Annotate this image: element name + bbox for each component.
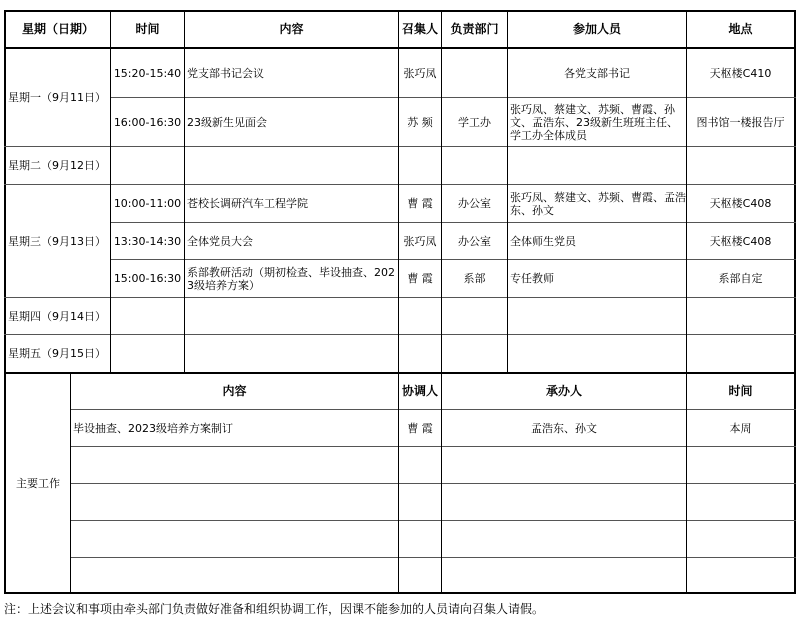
day-friday: 星期五（9月15日） (8, 347, 106, 360)
row-content: 系部教研活动（期初检查、毕设抽查、2023级培养方案） (187, 265, 395, 292)
row-time: 15:20-15:40 (113, 66, 182, 80)
row-convener: 曹 霞 (407, 272, 433, 285)
row-convener: 张巧凤 (403, 234, 437, 248)
row-location: 系部自定 (718, 272, 763, 285)
row-location: 天枢楼C408 (709, 197, 772, 210)
header-location: 地点 (728, 22, 753, 36)
day-thursday: 星期四（9月14日） (8, 309, 106, 323)
row-dept: 办公室 (458, 234, 491, 248)
main-work-header-coordinator: 协调人 (401, 384, 438, 398)
row-time: 10:00-11:00 (113, 197, 182, 210)
footnote: 注：上述会议和事项由牵头部门负责做好准备和组织协调工作，因课不能参加的人员请向召集人请假。 (4, 602, 545, 616)
main-work-header-handler: 承办人 (545, 384, 582, 398)
row-participants: 专任教师 (510, 272, 554, 285)
row-convener: 苏 频 (407, 115, 433, 129)
day-monday: 星期一（9月11日） (8, 91, 106, 104)
row-convener: 曹 霞 (407, 197, 433, 210)
row-dept (442, 49, 507, 97)
row-content: 全体党员大会 (187, 234, 253, 248)
row-content: 苍校长调研汽车工程学院 (187, 197, 308, 210)
row-participants: 张巧凤、蔡建文、苏频、曹霞、孟浩东、孙文 (510, 190, 686, 217)
main-work-header-content: 内容 (222, 384, 247, 398)
row-dept: 系部 (463, 272, 486, 285)
row-location: 天枢楼C410 (709, 66, 772, 80)
header-convener: 召集人 (401, 22, 438, 36)
row-time: 13:30-14:30 (113, 234, 182, 248)
header-content: 内容 (279, 22, 304, 36)
row-content: 党支部书记会议 (187, 66, 264, 80)
row-location: 图书馆一楼报告厅 (696, 115, 785, 129)
row-location: 天枢楼C408 (709, 234, 772, 248)
row-time: 15:00-16:30 (113, 272, 182, 285)
row-participants: 张巧凤、蔡建文、苏频、曹霞、孙文、孟浩东、23级新生班班主任、学工办全体成员 (510, 102, 678, 142)
row-content: 23级新生见面会 (187, 115, 267, 129)
header-dept: 负责部门 (450, 22, 499, 36)
day-wednesday: 星期三（9月13日） (8, 234, 106, 248)
main-work-header-time: 时间 (728, 384, 753, 398)
day-tuesday: 星期二（9月12日） (8, 159, 106, 172)
header-participants: 参加人员 (572, 22, 621, 36)
main-work-content: 毕设抽查、2023级培养方案制订 (73, 421, 233, 435)
main-work-coordinator: 曹 霞 (407, 421, 433, 435)
row-dept: 办公室 (458, 197, 491, 210)
main-work-label: 主要工作 (16, 476, 60, 490)
header-weekday: 星期（日期） (21, 22, 94, 36)
main-work-handler: 孟浩东、孙文 (531, 421, 597, 435)
main-work-time: 本周 (729, 421, 752, 435)
row-time: 16:00-16:30 (113, 115, 182, 129)
row-participants: 各党支部书记 (564, 66, 630, 80)
header-time: 时间 (135, 22, 160, 36)
row-convener: 张巧凤 (403, 66, 437, 80)
row-dept: 学工办 (458, 115, 491, 129)
row-participants: 全体师生党员 (510, 234, 576, 248)
